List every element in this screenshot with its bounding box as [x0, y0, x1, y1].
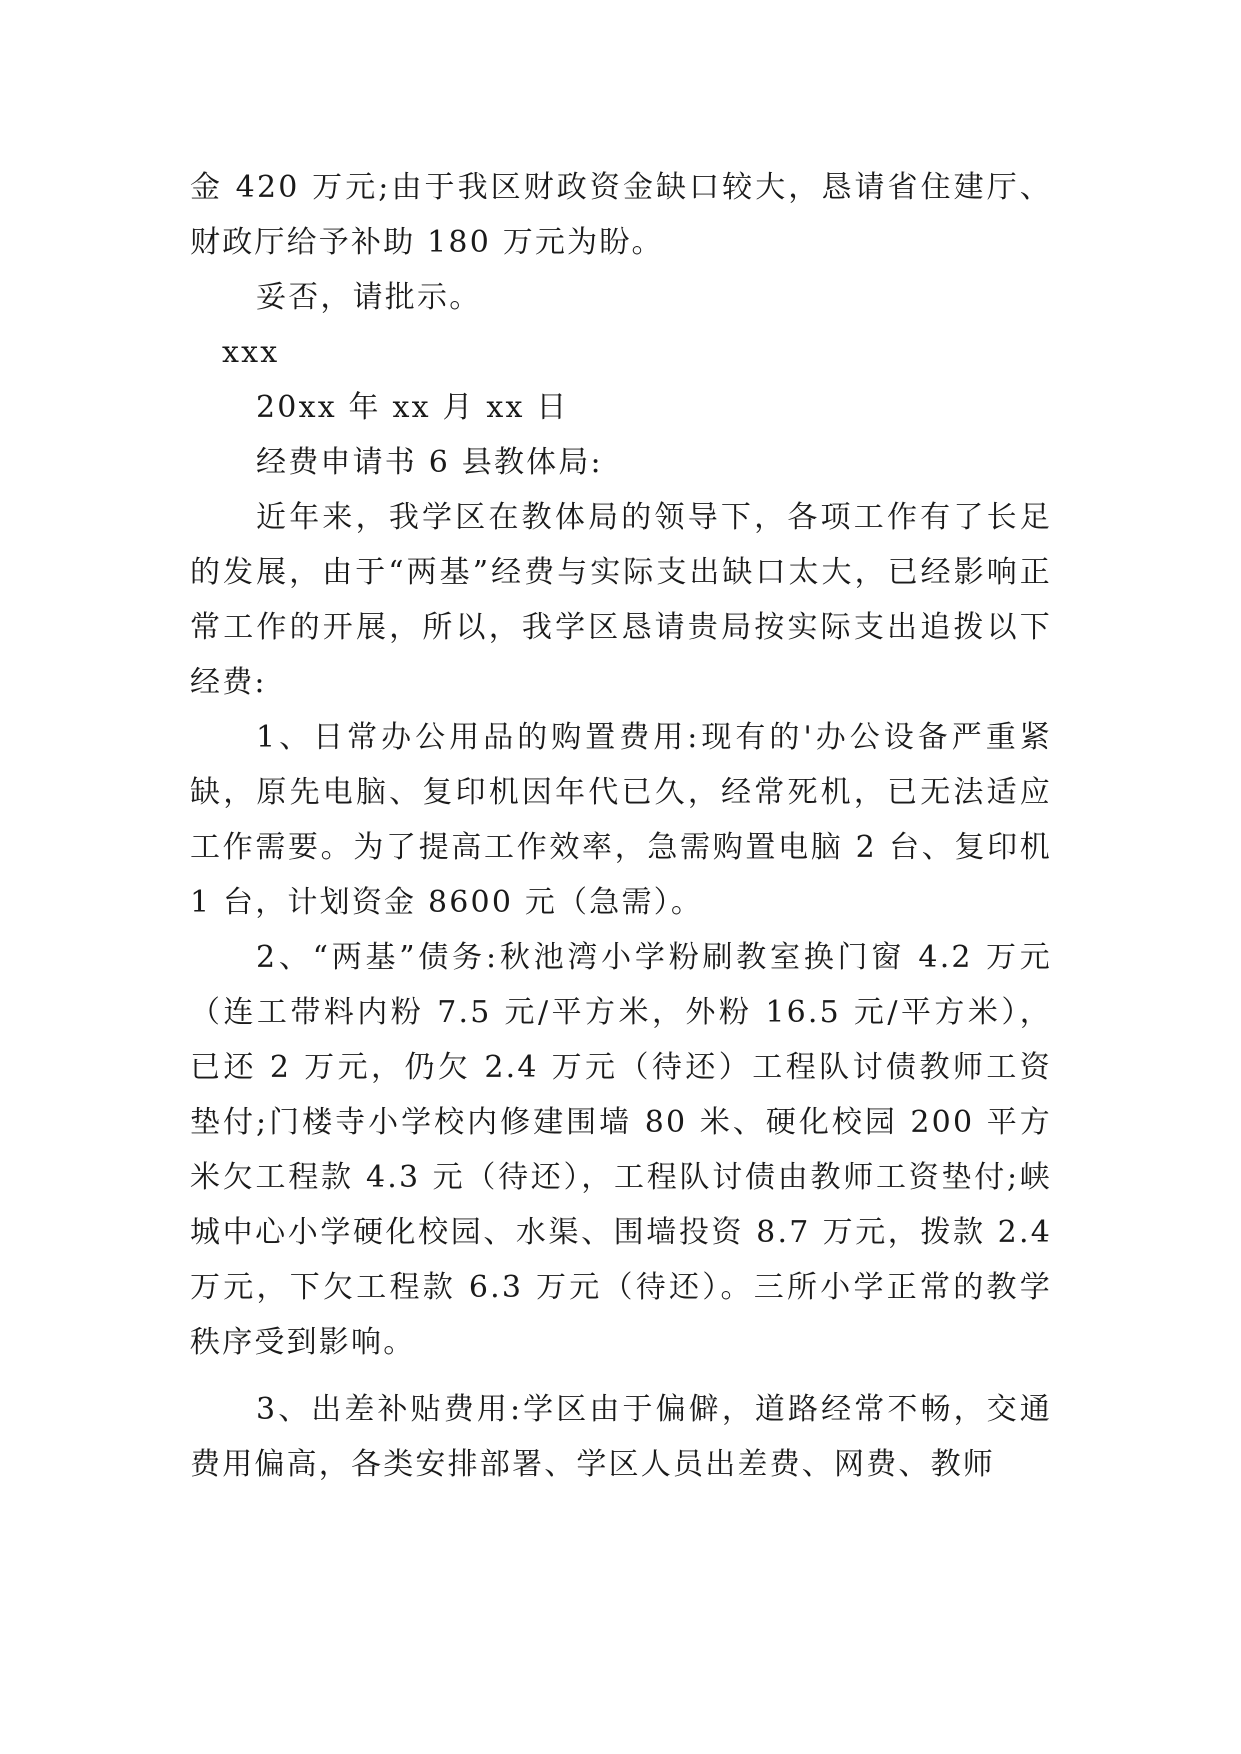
item-3-paragraph: 3、出差补贴费用:学区由于偏僻，道路经常不畅，交通费用偏高，各类安排部署、学区人员出差费、网费、教师 [190, 1392, 1052, 1482]
document-heading: 经费申请书 6 县教体局: [256, 445, 603, 480]
closing-request: 妥否，请批示。 [256, 280, 482, 315]
date-line: 20xx 年 xx 月 xx 日 [256, 390, 569, 425]
paragraph-continuation: 金 420 万元;由于我区财政资金缺口较大，恳请省住建厅、财政厅给予补助 180 万元为盼。 [190, 170, 1052, 260]
item-2-paragraph: 2、“两基”债务:秋池湾小学粉刷教室换门窗 4.2 万元（连工带料内粉 7.5 元/平方米，外粉 16.5 元/平方米），已还 2 万元，仍欠 2.4 万元（待还）工程队讨债教师工资垫付;门楼寺小学校内修建围墙 80 米、硬化校园 200 平方米欠工程款 4.3 元（待还），工程队讨债由教师工资垫付;峡城中心小学硬化校园、水渠、围墙投资 8.7 万元，拨款 2.4 万元，下欠工程款 6.3 万元（待还）。三所小学正常的教学秩序受到影响。 [190, 940, 1052, 1360]
intro-paragraph: 近年来，我学区在教体局的领导下，各项工作有了长足的发展，由于“两基”经费与实际支出缺口太大，已经影响正常工作的开展，所以，我学区恳请贵局按实际支出追拨以下经费: [190, 500, 1052, 700]
document-body [190, 160, 1052, 1492]
item-1-paragraph: 1、日常办公用品的购置费用:现有的'办公设备严重紧缺，原先电脑、复印机因年代已久，经常死机，已无法适应工作需要。为了提高工作效率，急需购置电脑 2 台、复印机 1 台，计划资金 8600 元（急需）。 [190, 720, 1052, 920]
signature: xxx [222, 335, 280, 370]
